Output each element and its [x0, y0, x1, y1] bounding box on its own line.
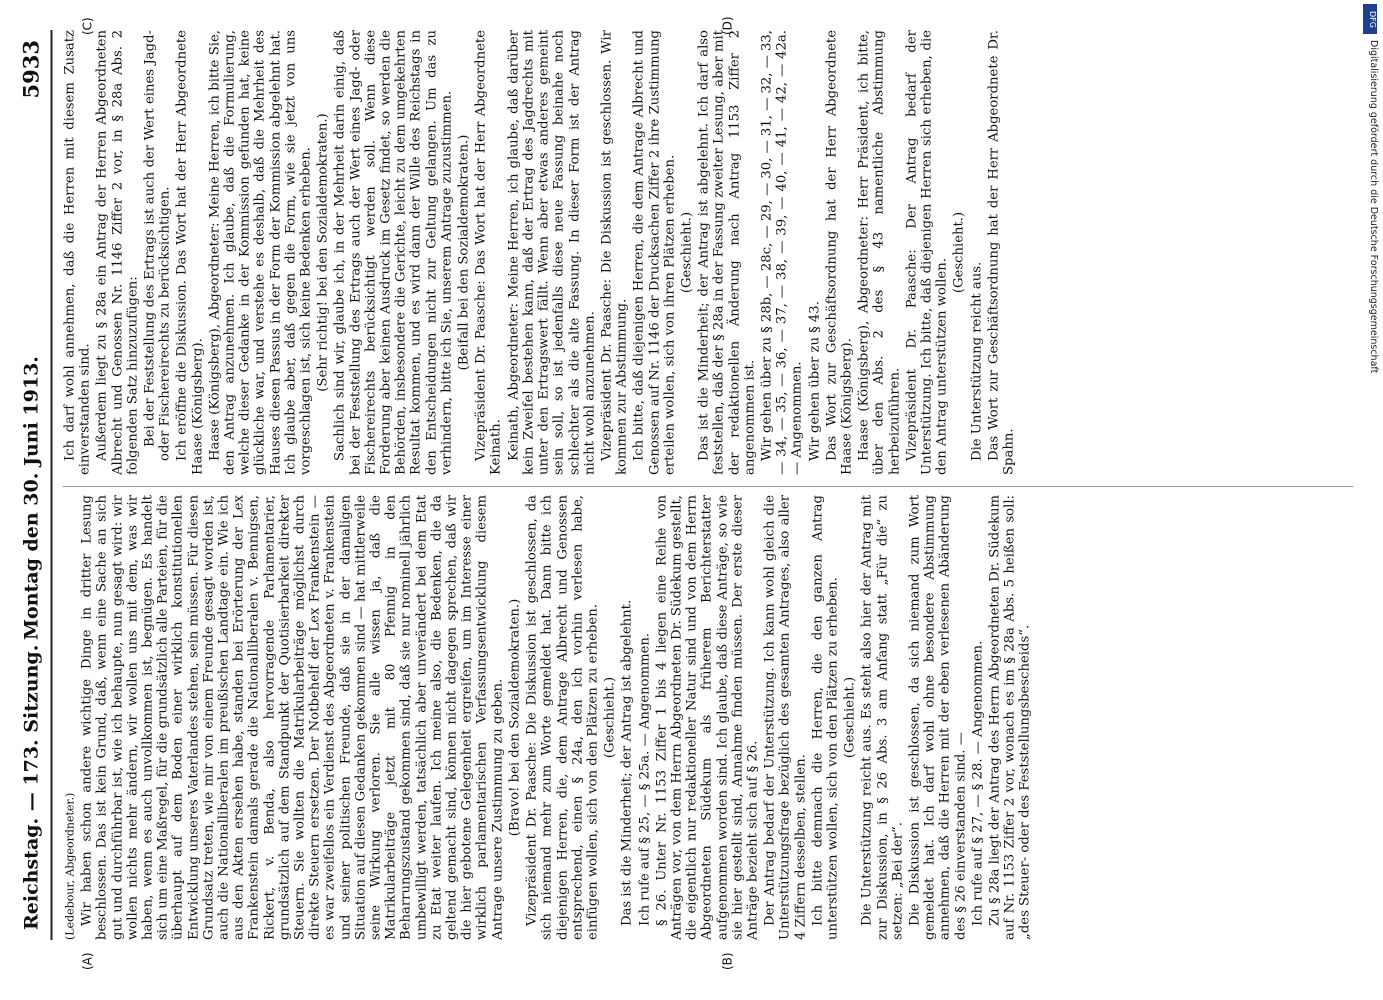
paragraph: (Sehr richtig! bei den Sozialdemokraten.)	[315, 113, 331, 392]
paragraph: (Ledebour, Abgeordneter.)	[63, 792, 76, 940]
page-header	[0, 0, 60, 1000]
paragraph: Wir gehen über zu § 28b, — 28c, — 29, — 30, — 31, — 32, — 33, — 34, — 35, — 36, — 37, — 38, — 39, — 40, — 41, — 42, — 42a. — Angenommen.	[758, 30, 805, 475]
header-date: Montag den 30. Juni 1913.	[20, 356, 42, 640]
paragraph: Vizepräsident Dr. Paasche: Der Antrag bedarf der Unterstützung. Ich bitte, daß diejenigen Herren sich erheben, die den Antrag unterstützen wollen.	[903, 30, 950, 475]
paragraph: Vizepräsident Dr. Paasche: Die Diskussion ist geschlossen, da sich niemand mehr zum Worte gemeldet hat. Dann bitte ich diejenigen Herren, die, dem Antrage Albrecht und Genossen entsprechend, einen § 24a, den ich vorhin verlesen habe, einfügen wollen, sich von den Plätzen zu erheben.	[524, 495, 600, 940]
paragraph: Das Wort zur Geschäftsordnung hat der Herr Abgeordnete Dr. Spahn.	[985, 30, 1016, 475]
paragraph: Außerdem liegt zu § 28a ein Antrag der Herren Abgeordneten Albrecht und Genossen Nr. 1146 Ziffer 2 vor, in § 28a Abs. 2 folgenden Satz hinzuzufügen:	[94, 30, 140, 475]
margin-mark-d: (D)	[720, 16, 734, 35]
paragraph: (Beifall bei den Sozialdemokraten.)	[456, 134, 472, 371]
margin-mark-b: (B)	[720, 952, 734, 970]
paragraph: Haase (Königsberg), Abgeordneter: Meine Herren, ich bitte Sie, den Antrag anzunehmen. Ich glaube, daß die Formulierung, welche dieser Gedanke in der Kommission gefunden hat, keine glückliche war, und verstehe es deshalb, daß die Mehrheit des Hauses diesen Passus in der Form der Kommission abgelehnt hat. Ich glaube aber, daß gegen die Form, wie sie jetzt von uns vorgeschlagen ist, sich keine Bedenken erheben.	[206, 30, 314, 475]
paragraph: Die Unterstützung reicht aus.	[968, 261, 984, 461]
paragraph: Vizepräsident Dr. Paasche: Das Wort hat der Herr Abgeordnete Keinath.	[473, 30, 504, 475]
paragraph: Keinath, Abgeordneter: Meine Herren, ich glaube, daß darüber kein Zweifel bestehen kann, daß der Ertrag des Jagdrechts mit unter den Ertragswert fällt. Wenn aber etwas anderes gemeint sein soll, so ist jedenfalls diese neue Fassung beinahe noch schlechter als die alte Fassung. In dieser Form ist der Antrag nicht wohl anzunehmen.	[505, 30, 597, 475]
paragraph: Ich bitte, daß diejenigen Herren, die dem Antrage Albrecht und Genossen auf Nr. 1146 der Drucksachen Ziffer 2 ihre Zustimmung erteilen wollen, sich von ihren Plätzen erheben.	[631, 30, 677, 475]
paragraph: Die Unterstützung reicht aus. Es steht also hier der Antrag mit zur Diskussion, in § 26 Abs. 3 am Anfang statt „Für die“ zu setzen: „Bei der“.	[859, 495, 905, 940]
paragraph: Die Diskussion ist geschlossen, da sich niemand zum Wort gemeldet hat. Ich darf wohl ohne besondere Abstimmung annehmen, daß die Herren mit der eben verlesenen Abänderung des § 26 einverstanden sind. —	[906, 495, 968, 940]
paragraph: Wir gehen über zu § 43.	[806, 301, 822, 461]
paragraph: Der Antrag bedarf der Unterstützung. Ich kann wohl gleich die Unterstützungsfrage bezüglich des gesamten Antrages, also aller 4 Ziffern desselben, stellen.	[762, 495, 808, 940]
paragraph: Das ist die Minderheit; der Antrag ist abgelehnt.	[619, 599, 635, 926]
right-column	[62, 30, 1353, 475]
paragraph: Wir haben schon andere wichtige Dinge in dritter Lesung beschlossen. Das ist kein Grund, daß, wenn eine Sache an sich gut und durchführbar ist, wie ich behaupte, nun gesagt wird: wir wollen nichts mehr ändern, wir wollen uns mit dem, was wir haben, wenn es auch unvollkommen ist, begnügen. Es handelt sich um eine Maßregel, für die grundsätzlich alle Parteien, für die überhaupt auf dem Boden einer wirklich konstitutionellen Entwicklung unseres Vaterlandes stehen, sein müssen. Für diesen Grundsatz treten, wie mir von einem Freunde gesagt worden ist, auch die Nationalliberalen im preußischen Landtage ein. Wie ich aus den Akten ersehen habe, standen bei Erörterung der Lex Frankenstein damals gerade die Nationalliberalen v. Bennigsen, Rickert, v. Benda, also hervorragende Parlamentarier, grundsätzlich auf dem Standpunkt der Quotisierbarkeit direkter Steuern. Sie wollten die Matrikularbeiträge möglichst durch direkte Steuern ersetzen. Der Notbehelf der Lex Frankenstein — es war zweifellos ein Verdienst des Abgeordneten v. Frankenstein und seiner politischen Freunde, daß sie in der damaligen Situation auf diesen Gedanken gekommen sind — hat mittlerweile seine Wirkung verloren. Sie alle wissen ja, daß die Matrikularbeiträge jetzt mit 80 Pfennig in den Beharrungszustand gekommen sind, daß sie nur nominell jährlich umbewilligt werden, tatsächlich aber unverändert bei dem Etat zu Etat weiter laufen. Ich meine also, die Bedenken, die da geltend gemacht sind, können nicht dagegen sprechen, daß wir die hier gebotene Gelegenheit ergreifen, um im Interesse einer wirklich parlamentarischen Verfassungsentwicklung diesem Antrage unsere Zustimmung zu geben.	[79, 495, 505, 940]
header-rule	[50, 30, 52, 940]
paragraph: (Geschieht.)	[951, 211, 967, 294]
digitization-credit: Digitalisierung gefördert durch die Deutsche Forschungsgemeinschaft	[1368, 40, 1379, 374]
paragraph: Bei der Feststellung des Ertrags ist auch der Wert eines Jagd- oder Fischereirechts zu berücksichtigen.	[142, 30, 173, 461]
paragraph: Das ist die Minderheit; der Antrag ist abgelehnt. Ich darf also feststellen, daß der § 28a in der Fassung zweiter Lesung, aber mit der redaktionellen Änderung nach Antrag 1153 Ziffer 2 angenommen ist.	[696, 30, 757, 475]
paragraph: (Geschieht.)	[602, 676, 618, 759]
paragraph: (Geschieht.)	[842, 676, 858, 759]
paragraph: Ich eröffne die Diskussion. Das Wort hat der Herr Abgeordnete Haase (Königsberg).	[174, 30, 205, 475]
paragraph: Ich rufe auf § 27, — § 28. — Angenommen.	[969, 640, 985, 926]
paragraph: Das Wort zur Geschäftsordnung hat der Herr Abgeordnete Haase (Königsberg).	[823, 30, 854, 475]
margin-mark-a: (A)	[80, 952, 94, 970]
dfg-logo: DFG	[1363, 4, 1377, 34]
column-divider	[62, 486, 1353, 487]
left-column	[62, 495, 1353, 940]
paragraph: Ich bitte demnach die Herren, die den ganzen Antrag unterstützen wollen, sich von den Plätzen zu erheben.	[809, 495, 840, 940]
paragraph: § 26. Unter Nr. 1153 Ziffer 1 bis 4 liegen eine Reihe von Anträgen vor, von dem Herrn Abgeordneten Dr. Südekum gestellt, die eigentlich nur redaktioneller Natur sind und von dem Herrn Abgeordneten Südekum als früherem Berichterstatter aufgenommen worden sind. Ich glaube, daß diese Anträge, so wie sie hier gestellt sind, Annahme finden müssen. Der erste dieser Anträge bezieht sich auf § 26.	[653, 495, 760, 940]
paragraph: Haase (Königsberg), Abgeordneter: Herr Präsident, ich bitte, über den Abs. 2 des § 43 namentliche Abstimmung herbeizuführen.	[856, 30, 902, 475]
margin-mark-c: (C)	[80, 17, 94, 35]
paragraph: (Geschieht.)	[678, 211, 694, 294]
paragraph: Zu § 28a liegt der Antrag des Herrn Abgeordneten Dr. Südekum auf Nr. 1153 Ziffer 2 vor, wonach es im § 28a Abs. 5 heißen soll: „des Steuer- oder des Feststellungsbescheids“.	[986, 495, 1033, 940]
paragraph: (Bravo! bei den Sozialdemokraten.)	[506, 598, 522, 837]
page-number: 5933	[18, 40, 43, 99]
paragraph: Sachlich sind wir, glaube ich, in der Mehrheit darin einig, daß bei der Feststellung des Ertrags auch der Wert eines Jagd- oder Fischereirechts berücksichtigt werden soll. Wenn diese Forderung aber keinen Ausdruck im Gesetz findet, so werden die Behörden, insbesondere die Gerichte, leicht zu dem umgekehrten Resultat kommen, und es wird dann der Wille des Reichstags in den Entscheidungen nicht zur Geltung gelangen. Um das zu verhindern, bitte ich Sie, unserem Antrage zuzustimmen.	[332, 30, 454, 475]
paragraph: Vizepräsident Dr. Paasche: Die Diskussion ist geschlossen. Wir kommen zur Abstimmung.	[598, 30, 630, 475]
header-session: Reichstag. — 173. Sitzung.	[20, 644, 42, 930]
paragraph: Ich darf wohl annehmen, daß die Herren mit diesem Zusatz einverstanden sind.	[62, 30, 93, 475]
paragraph: Ich rufe auf § 25, — § 25a. — Angenommen.	[636, 632, 652, 926]
